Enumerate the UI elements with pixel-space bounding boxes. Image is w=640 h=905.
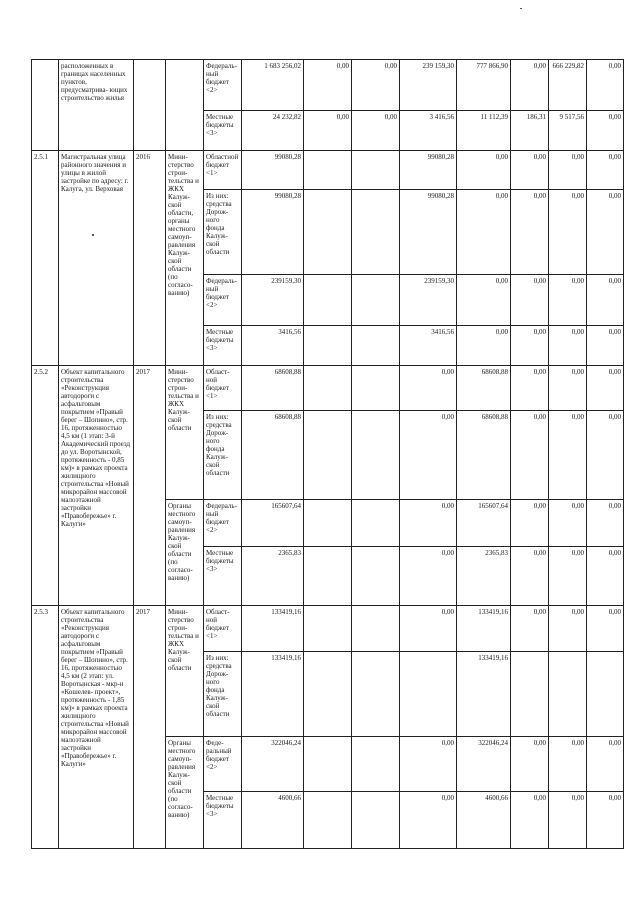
value-cell: 3416,56 (242, 325, 304, 366)
table-row (32, 366, 624, 411)
value-cell: 0,00 (457, 325, 511, 366)
value-cell: 0,00 (400, 546, 457, 605)
value-cell: 68608,88 (457, 410, 511, 499)
value-cell: 0,00 (549, 546, 587, 605)
value-cell: 68608,88 (457, 366, 511, 411)
value-cell: 0,00 (549, 792, 587, 849)
value-cell: 4600,66 (457, 792, 511, 849)
value-cell: 2365,83 (457, 546, 511, 605)
funding-source: Местные бюджеты <3> (204, 325, 242, 366)
value-cell: 0,00 (587, 546, 624, 605)
value-cell (304, 652, 352, 737)
funding-source: Федераль- ный бюджет <2> (204, 60, 242, 111)
year-cell: 2017 (134, 366, 166, 605)
funding-source: Област- ной бюджет <1> (204, 366, 242, 411)
value-cell: 11 112,39 (457, 110, 511, 151)
value-cell: 0,00 (511, 274, 549, 325)
value-cell (304, 274, 352, 325)
value-cell (352, 546, 400, 605)
value-cell: 0,00 (587, 366, 624, 411)
value-cell: 0,00 (549, 605, 587, 652)
executor-cell: Органы местного самоуп- равления Калуж- ской области (по согласо- ванию) (166, 500, 204, 605)
value-cell: 0,00 (511, 410, 549, 499)
value-cell: 0,00 (511, 546, 549, 605)
value-cell (352, 500, 400, 547)
value-cell: 0,00 (511, 189, 549, 274)
value-cell (304, 737, 352, 792)
year-cell: 2017 (134, 605, 166, 848)
value-cell: 0,00 (400, 410, 457, 499)
value-cell: 0,00 (549, 274, 587, 325)
value-cell: 0,00 (511, 605, 549, 652)
value-cell: 239 159,30 (400, 60, 457, 111)
value-cell: 239159,30 (400, 274, 457, 325)
funding-source: Федераль- ный бюджет <2> (204, 500, 242, 547)
funding-source: Феде- ральный бюджет <2> (204, 737, 242, 792)
object-description: Объект капитального строительства «Реконструкция автодороги с асфальтовым покрытием «Правый берег – Шопино», стр. 16, протяженностью 4,5 км (1 этап: 3-й Академический проезд до ул. Воротынской, протяженность - 0,85 км)» в рамках проекта жилищного строительства «Новый микрорайон массовой малоэтажной застройки «Правобережье» г. Калуги» (59, 366, 134, 605)
value-cell: 0,00 (304, 60, 352, 111)
value-cell (352, 652, 400, 737)
funding-source: Местные бюджеты <3> (204, 546, 242, 605)
value-cell: 0,00 (549, 151, 587, 190)
funding-source: Из них: средства Дорож- ного фонда Калуж- ской области (204, 189, 242, 274)
value-cell: 0,00 (457, 151, 511, 190)
value-cell: 0,00 (304, 110, 352, 151)
value-cell (304, 605, 352, 652)
value-cell (304, 151, 352, 190)
funding-source: Област- ной бюджет <1> (204, 605, 242, 652)
value-cell: 0,00 (549, 737, 587, 792)
executor-cell: Мини- стерство строи- тельства и ЖКХ Калуж- ской области (166, 366, 204, 500)
value-cell: 99080,28 (242, 151, 304, 190)
value-cell: 0,00 (587, 737, 624, 792)
value-cell: 0,00 (587, 500, 624, 547)
value-cell: 0,00 (400, 366, 457, 411)
value-cell: 0,00 (549, 410, 587, 499)
object-description: Объект капитального строительства «Реконструкция автодороги с асфальтовым покрытием «Правый берег – Шопино», стр. 16, протяженностью 4,5 км (2 этап: ул. Воротынская - мкр-н «Кошелев- проект», протяженность - 1,85 км)» в рамках проекта жилищного строительства «Новый микрорайон массовой малоэтажной застройки «Правобережье» г. Калуги» (59, 605, 134, 848)
value-cell: 0,00 (587, 605, 624, 652)
value-cell: 133419,16 (457, 605, 511, 652)
value-cell (304, 500, 352, 547)
value-cell: 0,00 (511, 325, 549, 366)
value-cell: 0,00 (400, 500, 457, 547)
value-cell: 0,00 (400, 737, 457, 792)
executor-cell (166, 60, 204, 151)
value-cell: 99080,28 (400, 151, 457, 190)
value-cell (400, 652, 457, 737)
value-cell: 0,00 (457, 189, 511, 274)
value-cell: 0,00 (549, 325, 587, 366)
value-cell: 0,00 (511, 737, 549, 792)
value-cell (587, 652, 624, 737)
value-cell: 165607,64 (242, 500, 304, 547)
value-cell (352, 366, 400, 411)
value-cell: 322046,24 (242, 737, 304, 792)
value-cell (352, 605, 400, 652)
funding-source: Из них: средства Дорож- ного фонда Калуж- ской области (204, 652, 242, 737)
value-cell: 0,00 (511, 792, 549, 849)
value-cell: 322046,24 (457, 737, 511, 792)
value-cell (549, 652, 587, 737)
object-description: расположенных в границах населенных пунктов, предусматрива- ющих строительство жилья (59, 60, 134, 151)
value-cell (352, 189, 400, 274)
value-cell: 165607,64 (457, 500, 511, 547)
funding-source: Федераль- ный бюджет <2> (204, 274, 242, 325)
value-cell: 3 416,56 (400, 110, 457, 151)
funding-source: Областной бюджет <1> (204, 151, 242, 190)
value-cell (304, 546, 352, 605)
value-cell: 9 517,56 (549, 110, 587, 151)
scan-speck (520, 8, 522, 9)
value-cell: 0,00 (587, 792, 624, 849)
object-description: Магистральная улица районного значения и улицы в жилой застройке по адресу: г. Калуга, ул. Верховая (59, 151, 134, 366)
value-cell: 0,00 (549, 366, 587, 411)
value-cell: 0,00 (587, 189, 624, 274)
value-cell (304, 410, 352, 499)
executor-cell: Органы местного самоуп- равления Калуж- ской области (по согласо- ванию) (166, 737, 204, 849)
table-row (32, 605, 624, 652)
value-cell (304, 366, 352, 411)
value-cell: 1 683 256,02 (242, 60, 304, 111)
value-cell: 0,00 (457, 274, 511, 325)
value-cell: 0,00 (400, 605, 457, 652)
row-code: 2.5.1 (32, 151, 59, 366)
value-cell: 0,00 (587, 274, 624, 325)
year-cell: 2016 (134, 151, 166, 366)
value-cell: 0,00 (511, 366, 549, 411)
funding-source: Из них: средства Дорож- ного фонда Калуж- ской области (204, 410, 242, 499)
value-cell: 0,00 (549, 500, 587, 547)
row-code (32, 60, 59, 151)
value-cell: 3416,56 (400, 325, 457, 366)
year-cell (134, 60, 166, 151)
value-cell: 186,31 (511, 110, 549, 151)
value-cell: 0,00 (587, 60, 624, 111)
value-cell: 0,00 (587, 151, 624, 190)
value-cell: 0,00 (400, 792, 457, 849)
budget-allocation-table (31, 59, 624, 849)
value-cell: 0,00 (587, 410, 624, 499)
value-cell (352, 792, 400, 849)
value-cell: 133419,16 (242, 605, 304, 652)
value-cell: 0,00 (511, 500, 549, 547)
value-cell: 0,00 (587, 110, 624, 151)
funding-source: Местные бюджеты <3> (204, 110, 242, 151)
value-cell (304, 189, 352, 274)
value-cell: 99080,28 (400, 189, 457, 274)
value-cell (304, 792, 352, 849)
value-cell: 24 232,82 (242, 110, 304, 151)
value-cell: 0,00 (352, 110, 400, 151)
row-code: 2.5.2 (32, 366, 59, 605)
value-cell: 0,00 (549, 189, 587, 274)
value-cell: 68608,88 (242, 366, 304, 411)
value-cell: 0,00 (352, 60, 400, 111)
value-cell: 99080,28 (242, 189, 304, 274)
value-cell: 133419,16 (242, 652, 304, 737)
value-cell: 68608,88 (242, 410, 304, 499)
value-cell (511, 652, 549, 737)
value-cell: 0,00 (511, 151, 549, 190)
value-cell: 239159,30 (242, 274, 304, 325)
funding-source: Местные бюджеты <3> (204, 792, 242, 849)
value-cell: 0,00 (511, 60, 549, 111)
executor-cell: Мини- стерство строи- тельства и ЖКХ Калуж- ской области (166, 605, 204, 737)
executor-cell: Мини- стерство строи- тельства и ЖКХ Калуж- ской области, органы местного самоуп- равления Калуж- ской области (по согласо- ванию) (166, 151, 204, 366)
table-row (32, 60, 624, 111)
value-cell: 777 866,90 (457, 60, 511, 111)
value-cell: 4600,66 (242, 792, 304, 849)
value-cell: 666 229,82 (549, 60, 587, 111)
value-cell (352, 274, 400, 325)
value-cell (352, 737, 400, 792)
scan-speck (92, 234, 94, 236)
value-cell: 0,00 (587, 325, 624, 366)
table-row (32, 151, 624, 190)
value-cell (304, 325, 352, 366)
value-cell (352, 325, 400, 366)
value-cell: 133419,16 (457, 652, 511, 737)
value-cell: 2365,83 (242, 546, 304, 605)
row-code: 2.5.3 (32, 605, 59, 848)
value-cell (352, 410, 400, 499)
value-cell (352, 151, 400, 190)
